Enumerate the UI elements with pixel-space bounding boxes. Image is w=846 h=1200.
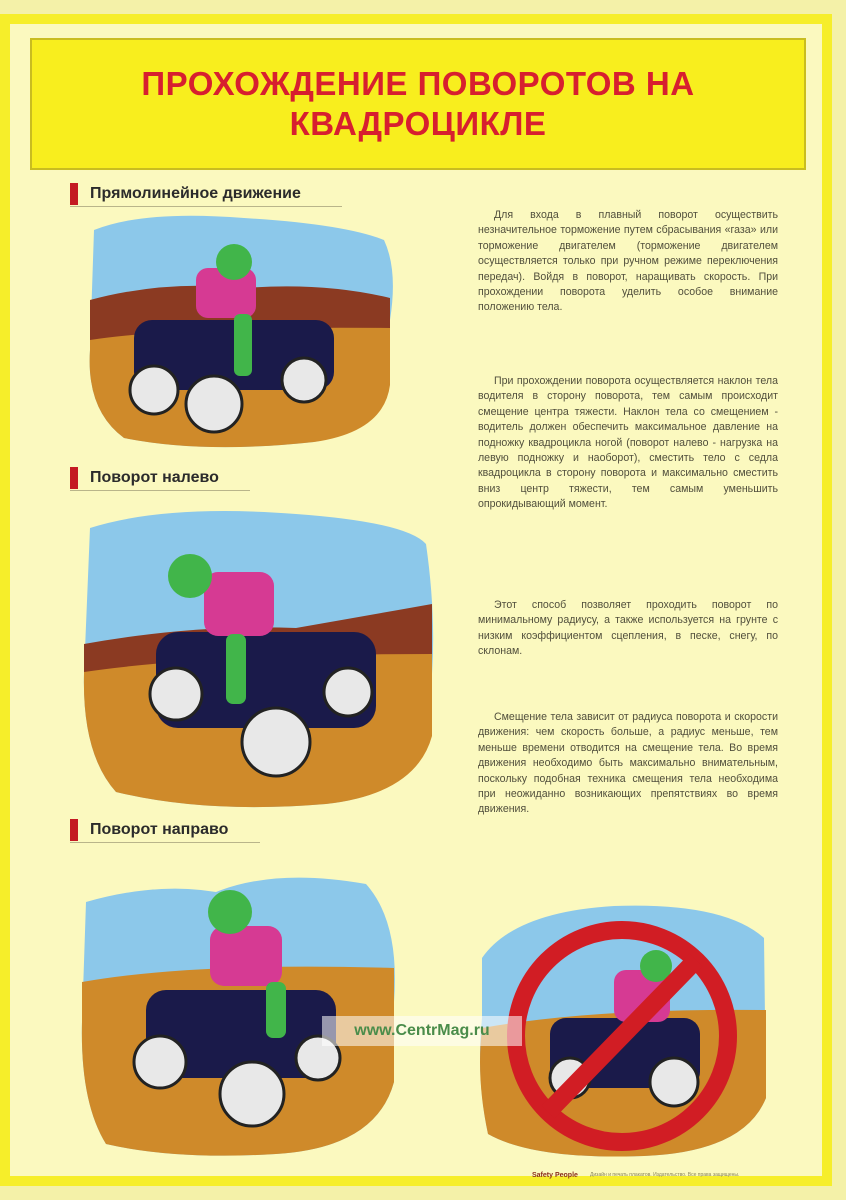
paragraph-4: Смещение тела зависит от радиуса поворота и скорости движения: чем скорость больше, а радиус меньше, тем меньше времени отводится на смещение тела. Во время движения необходимо быть максимально внимательным, поскольку подобная техника смещения тела необходима при неожиданно возникающих препятствиях во время движения. — [478, 711, 778, 816]
paragraph-3: Этот способ позволяет проходить поворот по минимальному радиусу, а также используется на грунте с низким коэффициентом сцепления, в песке, снегу, по склонам. — [478, 599, 778, 658]
watermark: www.CentrMag.ru — [322, 1016, 522, 1046]
section-label: Поворот направо — [90, 821, 229, 838]
section-marker — [70, 819, 78, 841]
publisher-fine-print: Дизайн и печать плакатов. Издательство. Все права защищены. — [590, 1172, 740, 1178]
title-banner — [30, 38, 806, 170]
page-title-line-2: КВАДРОЦИКЛЕ — [289, 105, 547, 142]
paragraph-1: Для входа в плавный поворот осуществить незначительное торможение путем сбрасывания «газа» или торможение двигателем (торможение двигателем осуществляется только при ручном режиме переключения передач). Войдя в поворот, наращивать скорость. При прохождении поворота уделить особое внимание положению тела. — [478, 209, 778, 314]
section-label: Прямолинейное движение — [90, 185, 301, 202]
illustration-straight-driving — [84, 210, 400, 454]
section-heading-right-turn — [70, 818, 260, 843]
paragraph-2: При прохождении поворота осуществляется наклон тела водителя в сторону поворота, тем самым происходит смещение центра тяжести. Наклон тела со смещением - водитель должен обеспечить максимальное давление на подножку квадроцикла ногой (поворот налево - нагрузка на левую подножку и наоборот), сместить тело с седла квадроцикла в сторону поворота и максимально сместить вниз центр тяжести, тем самым уменьшить опрокидывающий момент. — [478, 375, 778, 511]
publisher-logo: Safety People — [532, 1172, 578, 1179]
section-label: Поворот налево — [90, 469, 219, 486]
section-marker — [70, 183, 78, 205]
page-title-line-1: ПРОХОЖДЕНИЕ ПОВОРОТОВ НА — [141, 65, 695, 102]
illustration-right-turn — [76, 862, 406, 1158]
section-marker — [70, 467, 78, 489]
illustration-left-turn — [76, 504, 446, 812]
section-heading-straight — [70, 182, 342, 207]
section-heading-left-turn — [70, 466, 250, 491]
